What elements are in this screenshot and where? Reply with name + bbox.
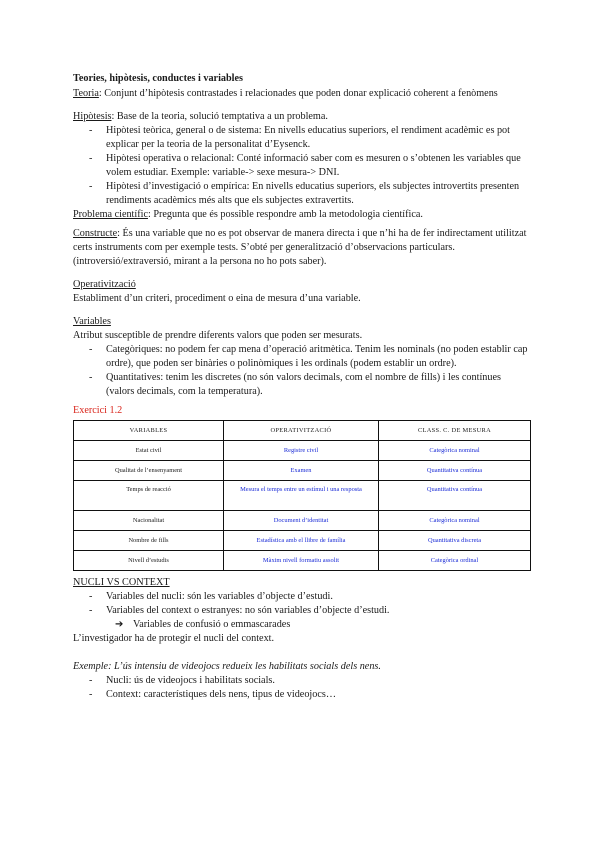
- nucli-list: [73, 590, 531, 618]
- hipotesi-paragraph: [73, 110, 531, 124]
- variables-heading: Variables: [73, 316, 111, 327]
- table-cell: Registre civil: [224, 441, 379, 461]
- problema-definition: : Pregunta que és possible respondre amb la metodologia científica.: [147, 209, 423, 220]
- table-row: [74, 441, 531, 461]
- exercici-label: Exercici 1.2: [73, 405, 123, 416]
- nucli-subitem-text: Variables de confusió o emmascarades: [133, 619, 291, 630]
- teoria-term: Teoria: [73, 88, 99, 99]
- list-item: - Hipòtesi operativa o relacional: Conté informació saber com es mesuren o s’obtenen les variables que volem estudiar. Exemple: variable-> sexe mesura-> DNI.: [73, 152, 531, 180]
- exemple-list: [73, 674, 531, 702]
- table-cell: Nivell d’estudis: [74, 551, 224, 571]
- nucli-subitem: [73, 618, 531, 632]
- list-item: - Quantitatives: tenim les discretes (no són valors decimals, com el nombre de fills) i les contínues (valors decimals, com la temperatura).: [73, 371, 531, 399]
- table-cell: Categòrica nominal: [379, 511, 531, 531]
- variables-table: [73, 420, 531, 571]
- hipotesi-list: [73, 124, 531, 208]
- table-cell: Categòrica ordinal: [379, 551, 531, 571]
- constructe-term: Constructe: [73, 228, 118, 239]
- list-item: - Hipòtesi teòrica, general o de sistema: En nivells educatius superiors, el rendiment acadèmic es pot explicar per la teoria de la personalitat d’Eysenck.: [73, 124, 531, 152]
- constructe-definition: : És una variable que no es pot observar de manera directa i que n’hi ha de fer indirectament utilitzat certs instruments com per exemple tests. S’obté per generalització d’observacions particulars. (introversió/extraversió, mirant a la persona no ho pots saber).: [73, 228, 527, 267]
- table-cell: Quantitativa contínua: [379, 461, 531, 481]
- table-cell: Estat civil: [74, 441, 224, 461]
- table-cell: Quantitativa discreta: [379, 531, 531, 551]
- teoria-paragraph: [73, 87, 531, 101]
- table-header: CLASS. C. DE MESURA: [379, 421, 531, 441]
- table-row: [74, 511, 531, 531]
- nucli-heading: NUCLI VS CONTEXT: [73, 577, 170, 588]
- table-cell: Temps de reacció: [74, 481, 224, 511]
- exemple-text: Exemple: L’ús intensiu de videojocs redueix les habilitats socials dels nens.: [73, 661, 381, 672]
- problema-term: Problema científic: [73, 209, 148, 220]
- table-row: [74, 461, 531, 481]
- teoria-definition: : Conjunt d’hipòtesis contrastades i relacionades que poden donar explicació coherent a fenòmens: [98, 88, 498, 99]
- document-page: [73, 72, 531, 702]
- hipotesi-definition: : Base de la teoria, solució temptativa a un problema.: [111, 111, 328, 122]
- nucli-closing: L’investigador ha de protegir el nucli del context.: [73, 633, 275, 644]
- operativitzacio-text: Establiment d’un criteri, procediment o eina de mesura d’una variable.: [73, 293, 361, 304]
- table-cell: Categòrica nominal: [379, 441, 531, 461]
- table-cell: Màxim nivell formatiu assolit: [224, 551, 379, 571]
- arrow-right-icon: ➔: [115, 619, 124, 630]
- table-row: [74, 481, 531, 511]
- list-item: - Variables del nucli: són les variables d’objecte d’estudi.: [73, 590, 531, 604]
- table-cell: Nombre de fills: [74, 531, 224, 551]
- table-cell: Examen: [224, 461, 379, 481]
- variables-text: Atribut susceptible de prendre diferents valors que poden ser mesurats.: [73, 330, 363, 341]
- list-item: - Hipòtesi d’investigació o empírica: En nivells educatius superiors, els subjectes introvertits presenten rendiments acadèmics més alts que els subjectes extravertits.: [73, 180, 531, 208]
- table-cell: Qualitat de l’ensenyament: [74, 461, 224, 481]
- table-cell: Document d’identitat: [224, 511, 379, 531]
- table-header-row: [74, 421, 531, 441]
- list-item: - Nucli: ús de videojocs i habilitats socials.: [73, 674, 531, 688]
- list-item: - Variables del context o estranyes: no són variables d’objecte d’estudi.: [73, 604, 531, 618]
- table-row: [74, 551, 531, 571]
- table-cell: Mesura el temps entre un estímul i una resposta: [224, 481, 379, 511]
- table-header: OPERATIVITZACIÓ: [224, 421, 379, 441]
- problema-paragraph: [73, 208, 531, 222]
- table-cell: Estadística amb el llibre de família: [224, 531, 379, 551]
- list-item: - Categòriques: no podem fer cap mena d’operació aritmètica. Tenim les nominals (no poden establir cap ordre), que poden ser binàries o polinòmiques i les ordinals (podem establir un ordre).: [73, 343, 531, 371]
- list-item: - Context: característiques dels nens, tipus de videojocs…: [73, 688, 531, 702]
- document-title: Teories, hipòtesis, conductes i variables: [73, 73, 243, 84]
- table-cell: Nacionalitat: [74, 511, 224, 531]
- hipotesi-term: Hipòtesis: [73, 111, 112, 122]
- variables-list: [73, 343, 531, 399]
- constructe-paragraph: [73, 227, 531, 269]
- table-row: [74, 531, 531, 551]
- table-cell: Quantitativa contínua: [379, 481, 531, 511]
- operativitzacio-heading: Operativització: [73, 279, 136, 290]
- table-header: VARIABLES: [74, 421, 224, 441]
